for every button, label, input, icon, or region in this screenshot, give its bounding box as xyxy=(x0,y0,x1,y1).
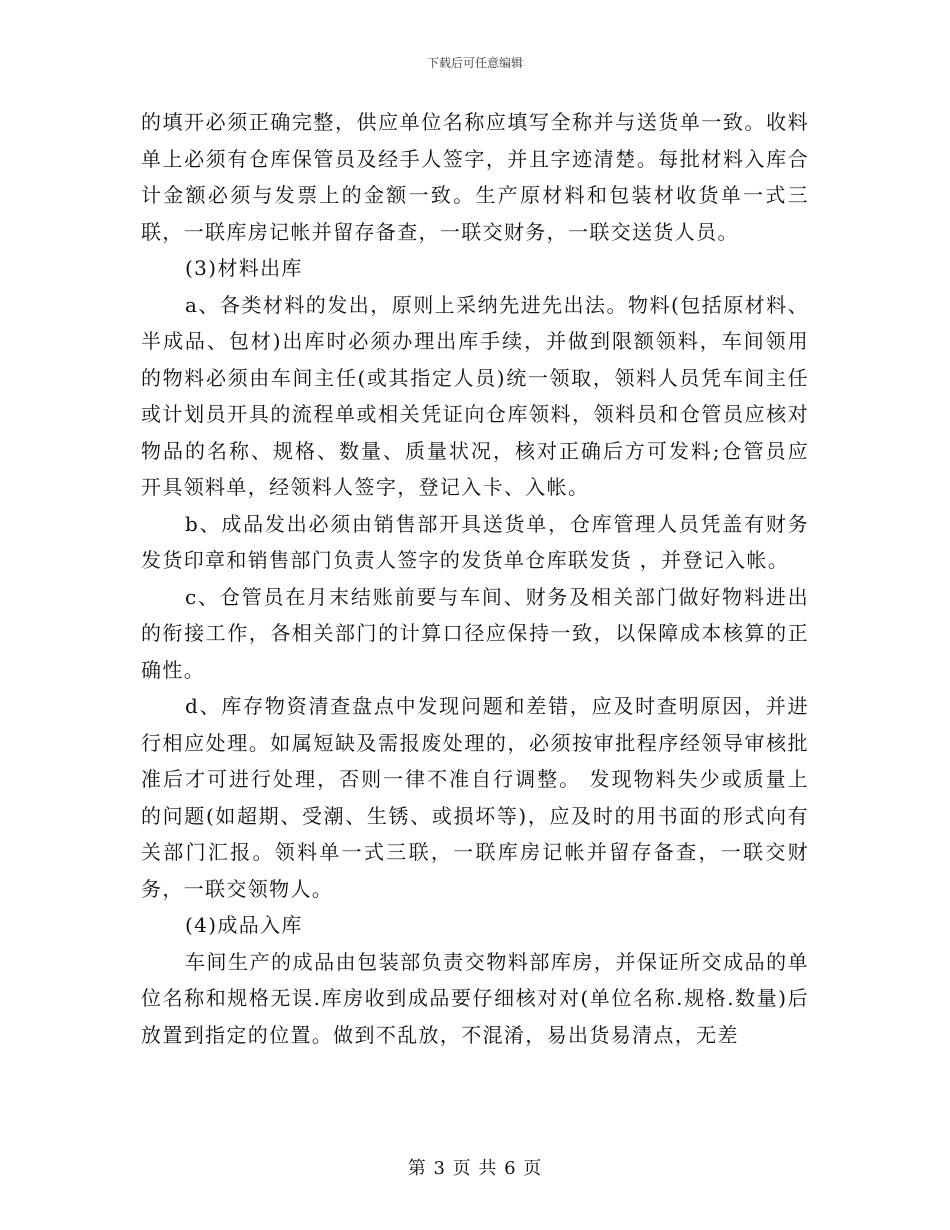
document-body xyxy=(141,104,809,1053)
paragraph-item-d: d、库存物资清查盘点中发现问题和差错，应及时查明原因，并进行相应处理。如属短缺及需报废处理的，必须按审批程序经领导审核批准后才可进行处理，否则一律不准自行调整。 发现物料失少或质量上的问题(如超期、受潮、生锈、或损坏等)，应及时的用书面的形式向有关部门汇报。领料单一式三联，一联库房记帐并留存备查，一联交财务，一联交领物人。 xyxy=(141,694,809,901)
paragraph-item-b: b、成品发出必须由销售部开具送货单，仓库管理人员凭盖有财务发货印章和销售部门负责人签字的发货单仓库联发货 ，并登记入帐。 xyxy=(141,511,809,572)
paragraph-item-c: c、仓管员在月末结账前要与车间、财务及相关部门做好物料进出的衔接工作，各相关部门的计算口径应保持一致，以保障成本核算的正确性。 xyxy=(141,584,809,682)
section-heading-material-outbound: (3)材料出库 xyxy=(185,256,303,280)
paragraph-item-a: a、各类材料的发出，原则上采纳先进先出法。物料(包括原材料、半成品、包材)出库时必须办理出库手续，并做到限额领料，车间领用的物料必须由车间主任(或其指定人员)统一领取，领料人员凭车间主任或计划员开具的流程单或相关凭证向仓库领料，领料员和仓管员应核对物品的名称、规格、数量、质量状况，核对正确后方可发料;仓管员应开具领料单，经领料人签字，登记入卡、入帐。 xyxy=(141,292,809,499)
paragraph-continuation: 的填开必须正确完整，供应单位名称应填写全称并与送货单一致。收料单上必须有仓库保管员及经手人签字，并且字迹清楚。每批材料入库合计金额必须与发票上的金额一致。生产原材料和包装材收货单一式三联，一联库房记帐并留存备查，一联交财务，一联交送货人员。 xyxy=(141,110,809,244)
paragraph-product-inbound: 车间生产的成品由包装部负责交物料部库房，并保证所交成品的单位名称和规格无误.库房收到成品要仔细核对对(单位名称.规格.数量)后放置到指定的位置。做到不乱放，不混淆，易出货易清点，无差 xyxy=(141,949,809,1047)
page-number-footer: 第 3 页 共 6 页 xyxy=(407,1158,543,1179)
page-header-note: 下载后可任意编辑 xyxy=(426,56,523,70)
section-heading-product-inbound: (4)成品入库 xyxy=(185,913,303,937)
